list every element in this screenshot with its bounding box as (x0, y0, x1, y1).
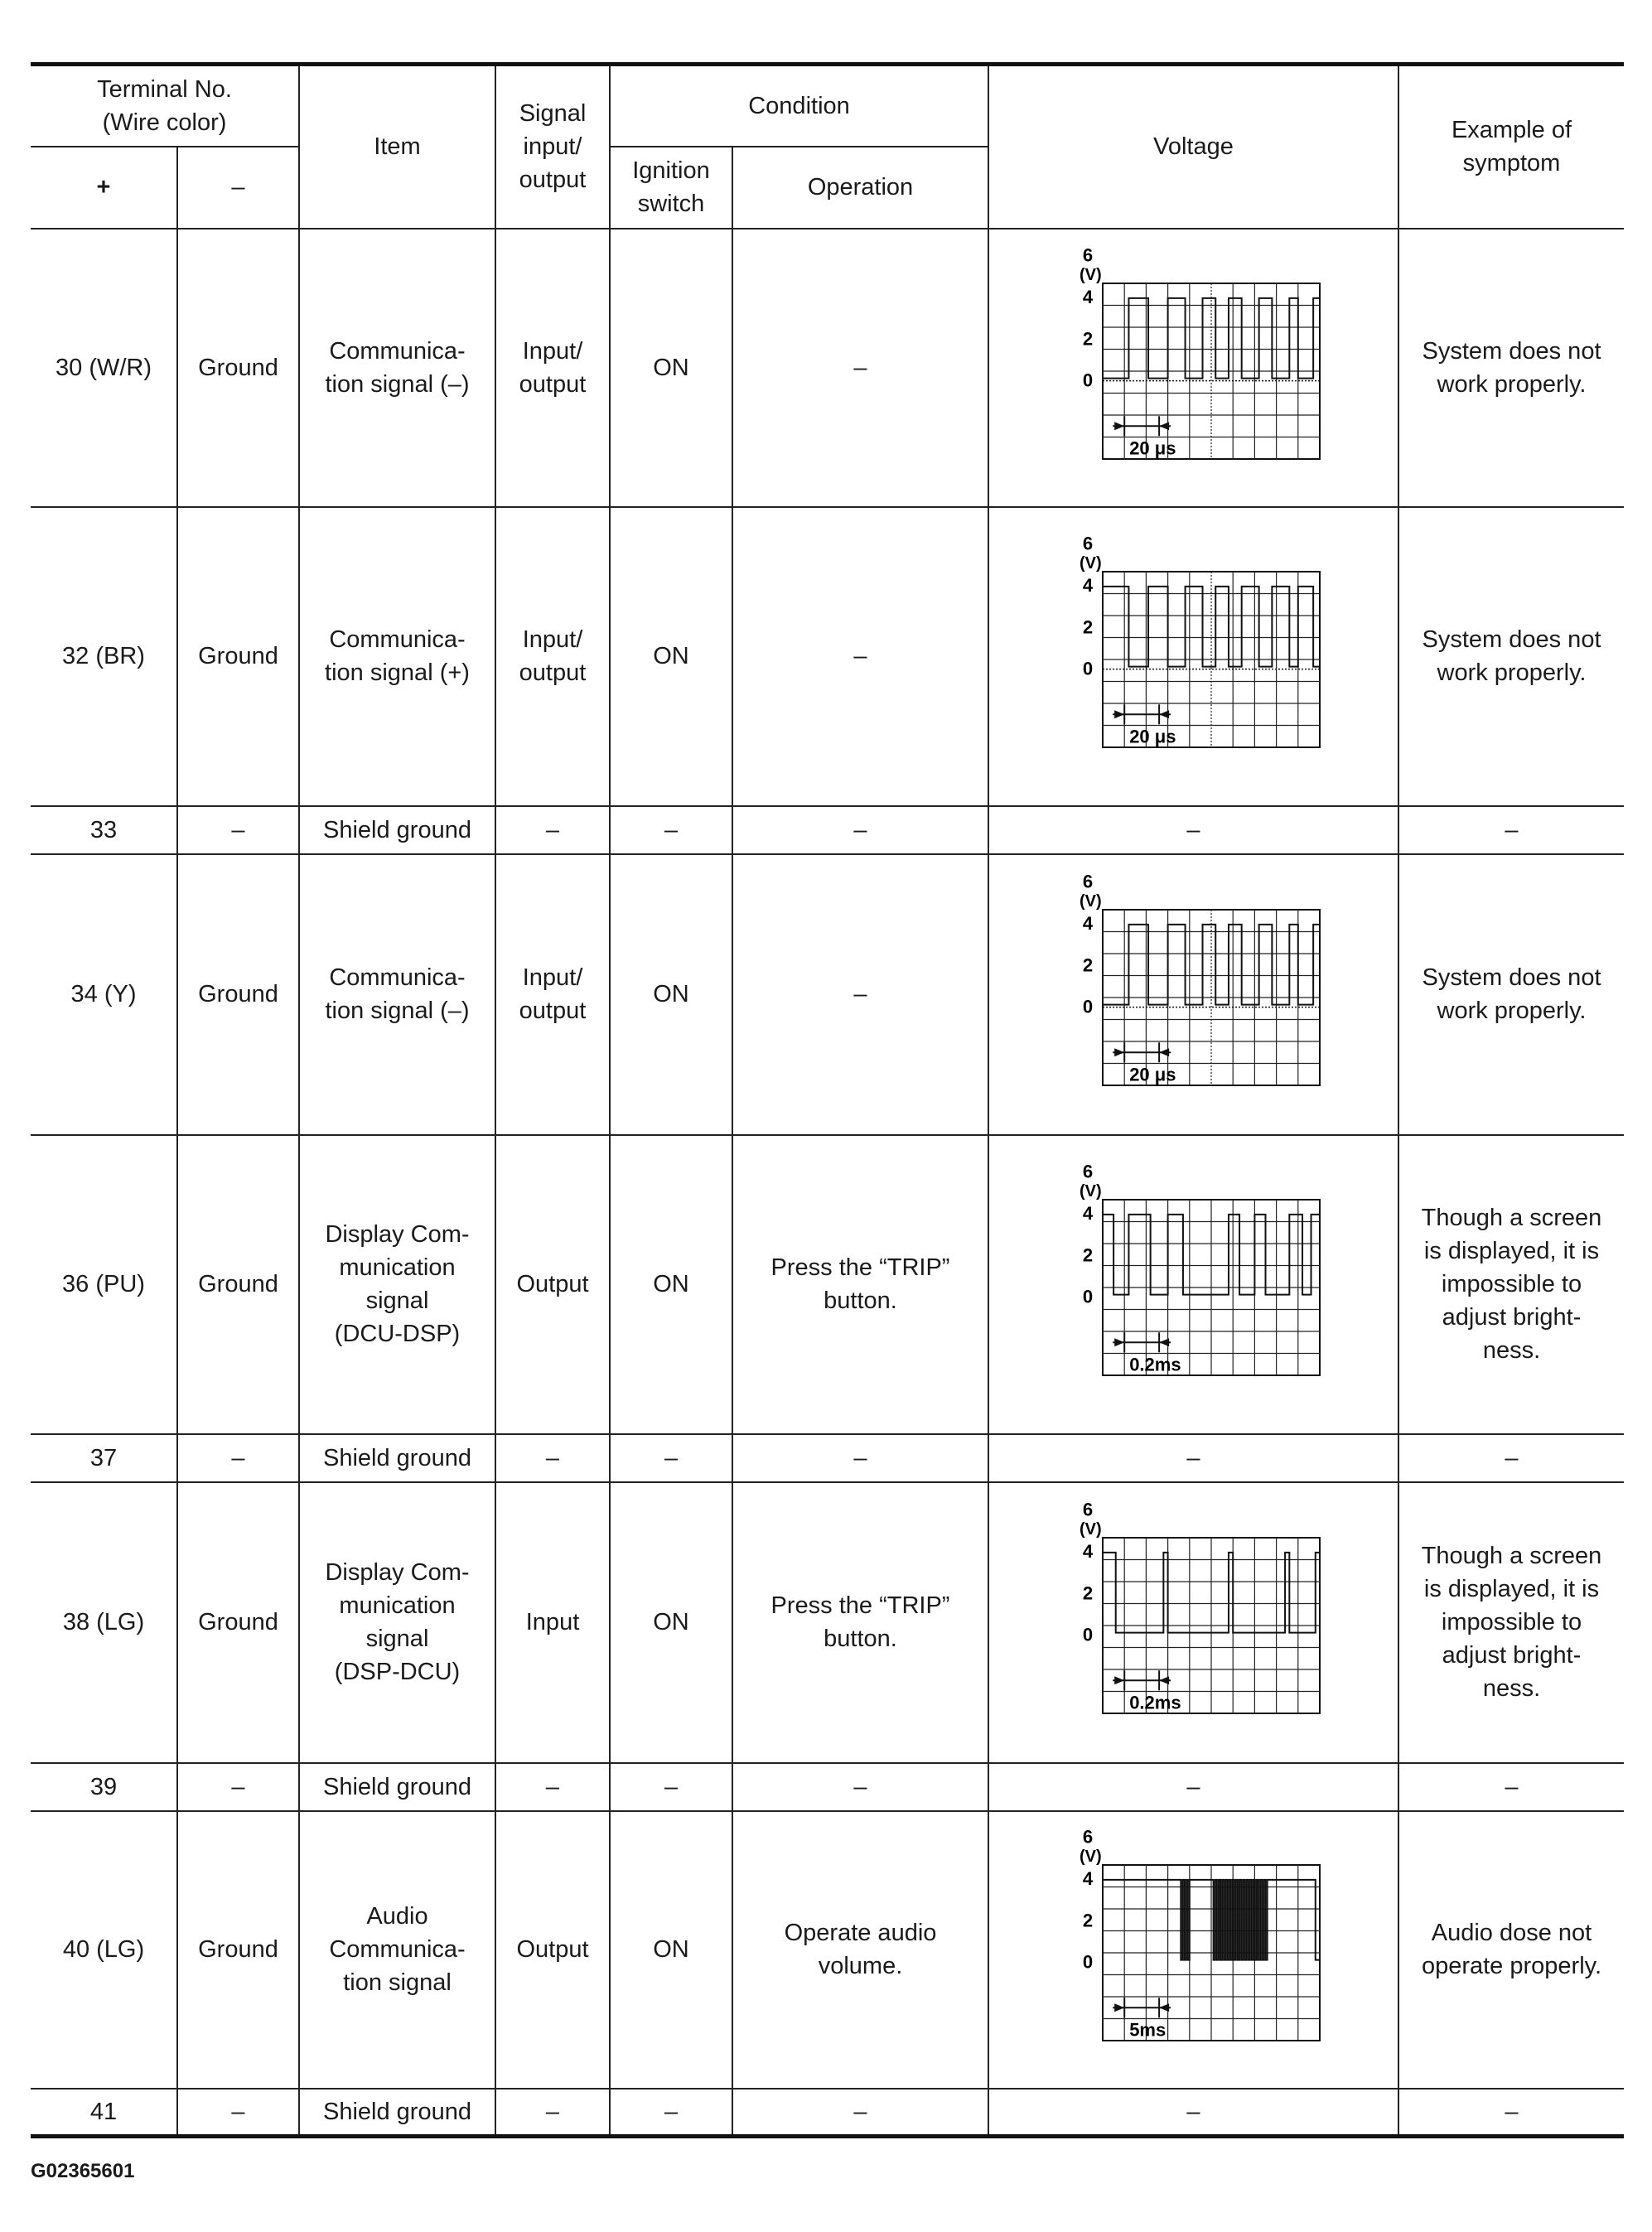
volt-tick-label: 6 (1082, 244, 1093, 266)
header-voltage: Voltage (988, 65, 1398, 229)
item-cell: Display Com- munication signal (DSP-DCU) (299, 1482, 495, 1763)
volt-tick-label: 4 (1082, 1867, 1093, 1889)
table-row (31, 806, 1624, 854)
ground-cell: Ground (177, 507, 299, 806)
volt-tick-label: 0 (1082, 1951, 1093, 1973)
header-signal: Signal input/ output (495, 65, 610, 229)
item-cell: Communica- tion signal (–) (299, 854, 495, 1135)
ground-cell: – (177, 806, 299, 854)
item-cell: Communica- tion signal (–) (299, 229, 495, 507)
volt-tick-label: 6 (1082, 1499, 1093, 1520)
voltage-cell: – (988, 2089, 1398, 2137)
voltage-cell: – (988, 1434, 1398, 1482)
volt-tick-label: 6 (1082, 1161, 1093, 1182)
header-ignition: Ignition switch (610, 147, 732, 229)
volt-unit-label: (V) (1079, 1520, 1102, 1539)
item-cell: Display Com- munication signal (DCU-DSP) (299, 1135, 495, 1434)
item-cell: Shield ground (299, 1434, 495, 1482)
voltage-cell (988, 1811, 1398, 2089)
header-operation: Operation (732, 147, 988, 229)
header-terminal: Terminal No. (Wire color) (31, 65, 299, 147)
volt-unit-label: (V) (1079, 1182, 1102, 1201)
volt-tick-label: 0 (1082, 1624, 1093, 1645)
volt-tick-label: 2 (1082, 1582, 1093, 1604)
operation-cell: – (732, 2089, 988, 2137)
symptom-cell: – (1398, 1434, 1624, 1482)
volt-unit-label: (V) (1079, 554, 1102, 572)
volt-tick-label: 2 (1082, 327, 1093, 349)
terminal-cell: 36 (PU) (31, 1135, 177, 1434)
volt-tick-label: 0 (1082, 1286, 1093, 1307)
volt-tick-label: 0 (1082, 996, 1093, 1017)
signal-cell: – (495, 2089, 610, 2137)
signal-cell: – (495, 1434, 610, 1482)
table-row (31, 229, 1624, 507)
volt-tick-label: 2 (1082, 1910, 1093, 1931)
symptom-cell: System does not work properly. (1398, 229, 1624, 507)
ignition-cell: ON (610, 1811, 732, 2089)
ignition-cell: – (610, 1763, 732, 1811)
volt-tick-label: 4 (1082, 574, 1093, 596)
voltage-cell (988, 854, 1398, 1135)
header-item: Item (299, 65, 495, 229)
volt-unit-label: (V) (1079, 892, 1102, 911)
ground-cell: Ground (177, 1135, 299, 1434)
operation-cell: – (732, 1434, 988, 1482)
table-body (31, 229, 1624, 2137)
ignition-cell: ON (610, 854, 732, 1135)
terminal-spec-table (31, 62, 1624, 2138)
signal-cell: Output (495, 1135, 610, 1434)
volt-tick-label: 0 (1082, 370, 1093, 391)
terminal-cell: 33 (31, 806, 177, 854)
volt-tick-label: 2 (1082, 954, 1093, 976)
volt-tick-label: 6 (1082, 533, 1093, 554)
ignition-cell: – (610, 806, 732, 854)
table-row (31, 1763, 1624, 1811)
item-cell: Audio Communica- tion signal (299, 1811, 495, 2089)
ground-cell: Ground (177, 1811, 299, 2089)
operation-cell: – (732, 229, 988, 507)
time-scale-label: 5ms (1128, 2019, 1166, 2041)
symptom-cell: – (1398, 1763, 1624, 1811)
table-row (31, 854, 1624, 1135)
signal-cell: Output (495, 1811, 610, 2089)
voltage-cell (988, 229, 1398, 507)
table-row (31, 1482, 1624, 1763)
terminal-cell: 37 (31, 1434, 177, 1482)
voltage-cell: – (988, 1763, 1398, 1811)
symptom-cell: System does not work properly. (1398, 854, 1624, 1135)
ground-cell: – (177, 1763, 299, 1811)
symptom-cell: – (1398, 2089, 1624, 2137)
oscilloscope-waveform (1061, 1161, 1326, 1384)
signal-cell: – (495, 806, 610, 854)
header-condition: Condition (610, 65, 988, 147)
ground-cell: Ground (177, 1482, 299, 1763)
table-row (31, 507, 1624, 806)
ignition-cell: – (610, 1434, 732, 1482)
volt-tick-label: 4 (1082, 912, 1093, 934)
voltage-cell: – (988, 806, 1398, 854)
volt-tick-label: 4 (1082, 286, 1093, 307)
table-row (31, 1135, 1624, 1434)
signal-cell: Input/ output (495, 507, 610, 806)
header-plus: + (31, 147, 177, 229)
voltage-cell (988, 1135, 1398, 1434)
terminal-cell: 34 (Y) (31, 854, 177, 1135)
header-minus: – (177, 147, 299, 229)
item-cell: Shield ground (299, 806, 495, 854)
operation-cell: – (732, 806, 988, 854)
symptom-cell: Though a screen is displayed, it is impossible to adjust bright- ness. (1398, 1135, 1624, 1434)
volt-tick-label: 0 (1082, 658, 1093, 679)
ignition-cell: ON (610, 1482, 732, 1763)
operation-cell: – (732, 854, 988, 1135)
figure-id: G02365601 (31, 2160, 135, 2182)
signal-cell: Input/ output (495, 229, 610, 507)
signal-cell: Input (495, 1482, 610, 1763)
operation-cell: – (732, 1763, 988, 1811)
ignition-cell: ON (610, 507, 732, 806)
operation-cell: Press the “TRIP” button. (732, 1482, 988, 1763)
oscilloscope-waveform (1061, 871, 1326, 1094)
symptom-cell: Audio dose not operate properly. (1398, 1811, 1624, 2089)
volt-tick-label: 4 (1082, 1202, 1093, 1224)
volt-unit-label: (V) (1079, 1848, 1102, 1866)
volt-tick-label: 6 (1082, 1826, 1093, 1848)
terminal-cell: 30 (W/R) (31, 229, 177, 507)
terminal-cell: 41 (31, 2089, 177, 2137)
volt-tick-label: 2 (1082, 616, 1093, 638)
time-scale-label: 20 μs (1128, 437, 1176, 458)
symptom-cell: System does not work properly. (1398, 507, 1624, 806)
oscilloscope-waveform (1061, 1826, 1326, 2049)
ignition-cell: ON (610, 1135, 732, 1434)
time-scale-label: 20 μs (1128, 1064, 1176, 1085)
terminal-cell: 38 (LG) (31, 1482, 177, 1763)
terminal-cell: 32 (BR) (31, 507, 177, 806)
table-row (31, 1811, 1624, 2089)
terminal-cell: 39 (31, 1763, 177, 1811)
ignition-cell: – (610, 2089, 732, 2137)
voltage-cell (988, 1482, 1398, 1763)
time-scale-label: 0.2ms (1128, 1354, 1181, 1375)
symptom-cell: – (1398, 806, 1624, 854)
table-row (31, 1434, 1624, 1482)
ground-cell: Ground (177, 229, 299, 507)
ignition-cell: ON (610, 229, 732, 507)
ground-cell: Ground (177, 854, 299, 1135)
voltage-cell (988, 507, 1398, 806)
signal-cell: – (495, 1763, 610, 1811)
volt-tick-label: 6 (1082, 871, 1093, 892)
operation-cell: Press the “TRIP” button. (732, 1135, 988, 1434)
time-scale-label: 0.2ms (1128, 1692, 1181, 1713)
table-row (31, 2089, 1624, 2137)
header-symptom: Example of symptom (1398, 65, 1624, 229)
item-cell: Communica- tion signal (+) (299, 507, 495, 806)
oscilloscope-waveform (1061, 1499, 1326, 1722)
volt-tick-label: 4 (1082, 1540, 1093, 1562)
operation-cell: – (732, 507, 988, 806)
signal-cell: Input/ output (495, 854, 610, 1135)
ground-cell: – (177, 1434, 299, 1482)
item-cell: Shield ground (299, 1763, 495, 1811)
ground-cell: – (177, 2089, 299, 2137)
terminal-cell: 40 (LG) (31, 1811, 177, 2089)
time-scale-label: 20 μs (1128, 726, 1176, 747)
terminal-spec-document (31, 62, 1624, 2138)
oscilloscope-waveform (1061, 244, 1326, 467)
item-cell: Shield ground (299, 2089, 495, 2137)
volt-unit-label: (V) (1079, 265, 1102, 284)
operation-cell: Operate audio volume. (732, 1811, 988, 2089)
oscilloscope-waveform (1061, 533, 1326, 756)
volt-tick-label: 2 (1082, 1244, 1093, 1266)
symptom-cell: Though a screen is displayed, it is impossible to adjust bright- ness. (1398, 1482, 1624, 1763)
